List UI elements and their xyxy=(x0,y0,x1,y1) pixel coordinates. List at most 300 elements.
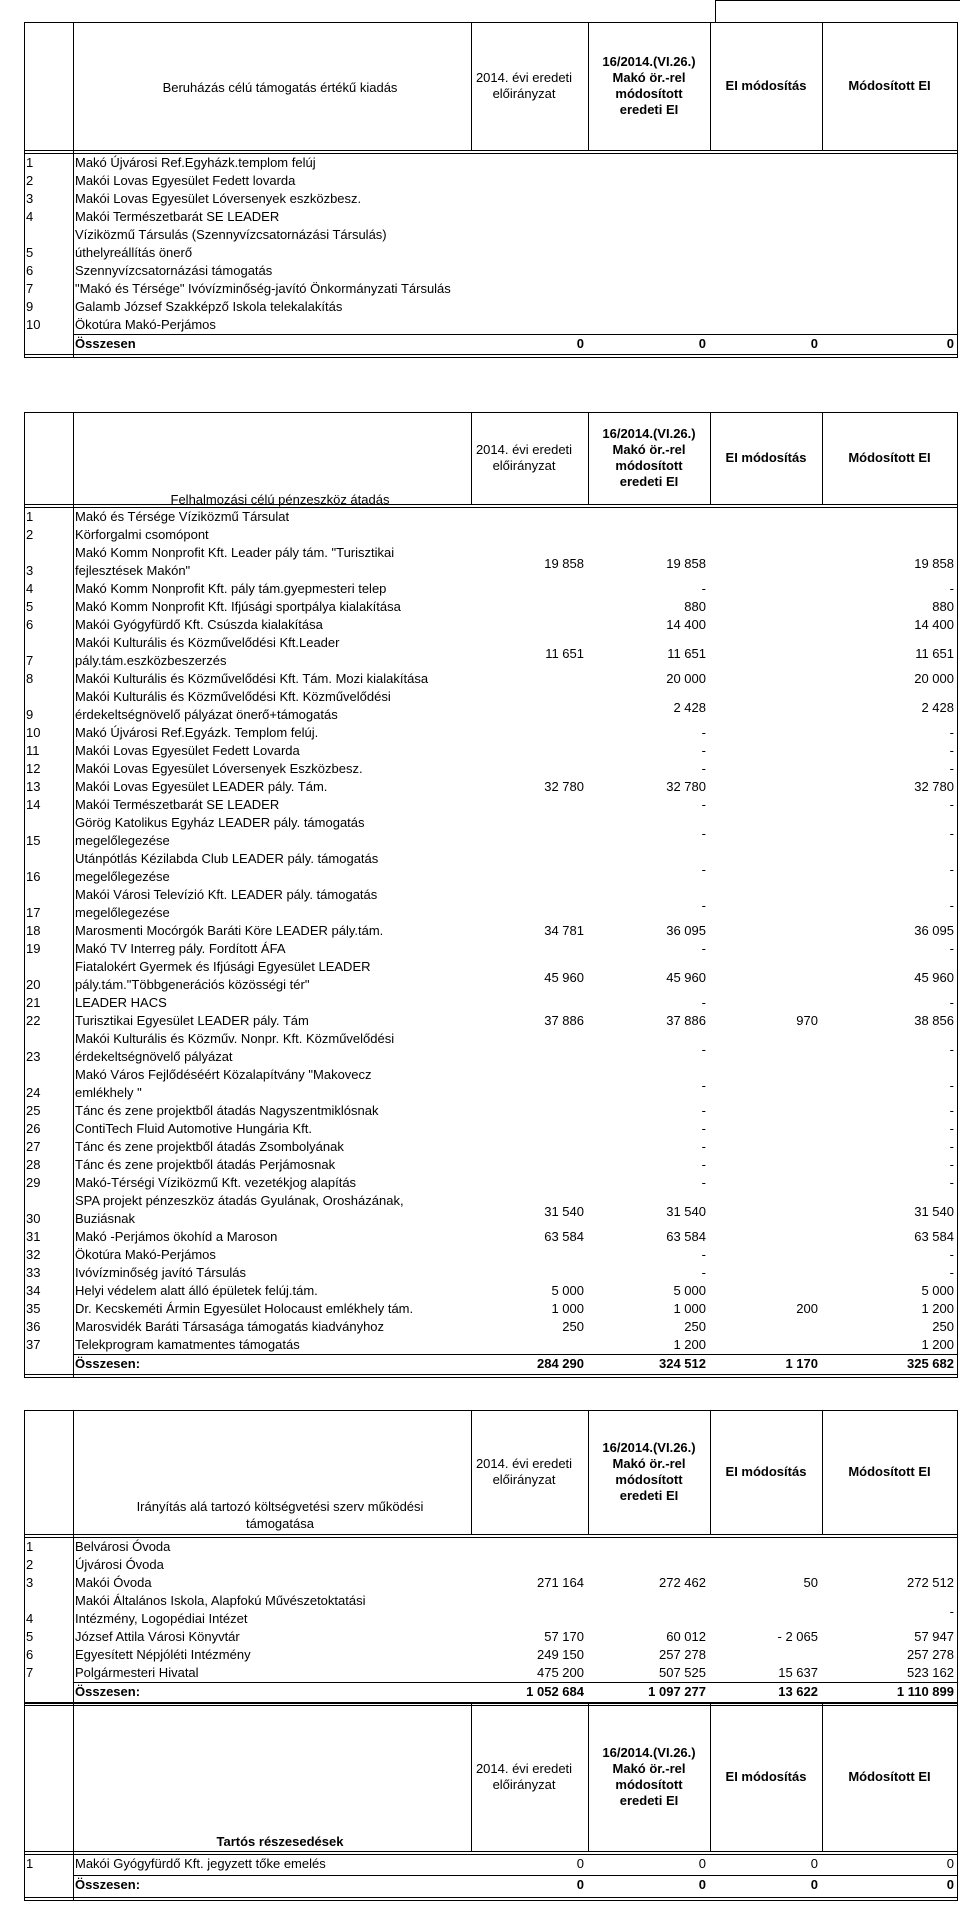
row-name: Makó Újvárosi Ref.Egyházk.templom felúj xyxy=(75,155,316,170)
row-name: Makói Gyógyfürdő Kft. Csúszda kialakítása xyxy=(75,617,323,632)
row-name-cont: megelőlegezése xyxy=(75,905,170,920)
total-label: Összesen: xyxy=(75,1684,141,1699)
row-number: 33 xyxy=(26,1265,41,1280)
header-budget-modification: EI módosítás xyxy=(725,450,807,465)
row-name: Utánpótlás Kézilabda Club LEADER pály. támogatás xyxy=(75,851,379,866)
row-value-2: - xyxy=(701,1042,706,1057)
row-value-2: - xyxy=(701,995,706,1010)
header-modified-budget: Módosított EI xyxy=(848,1769,931,1784)
section-title: Felhalmozási célú pénzeszköz átadás xyxy=(170,492,390,507)
col-line xyxy=(822,1703,823,1851)
col-line xyxy=(471,22,472,150)
row-number: 37 xyxy=(26,1337,41,1352)
row-name: Víziközmű Társulás (Szennyvízcsatornázási Társulás) xyxy=(75,227,387,242)
header-modified-original-1: 16/2014.(VI.26.) xyxy=(602,54,696,69)
header-modified-original-1: 16/2014.(VI.26.) xyxy=(602,426,696,441)
row-name-cont: megelőlegezése xyxy=(75,869,170,884)
row-number: 21 xyxy=(26,995,41,1010)
row-value-4: 63 584 xyxy=(914,1229,954,1244)
header-bottom-border xyxy=(24,1851,957,1852)
col-line xyxy=(957,412,958,1378)
row-value-4: 36 095 xyxy=(914,923,954,938)
total-value-4: 0 xyxy=(946,1877,954,1892)
row-value-2: 60 012 xyxy=(666,1629,706,1644)
row-name: Egyesített Népjóléti Intézmény xyxy=(75,1647,251,1662)
total-label: Összesen: xyxy=(75,1356,141,1371)
row-value-1: 250 xyxy=(562,1319,584,1334)
row-value-2: - xyxy=(701,941,706,956)
row-name: Polgármesteri Hivatal xyxy=(75,1665,199,1680)
row-value-2: 31 540 xyxy=(666,1204,706,1219)
row-value-1: 31 540 xyxy=(544,1204,584,1219)
header-modified-original-4: eredeti EI xyxy=(619,1488,679,1503)
row-value-1: 19 858 xyxy=(544,556,584,571)
row-number: 23 xyxy=(26,1049,41,1064)
col-line xyxy=(588,22,589,150)
col-line xyxy=(24,1410,25,1706)
row-number: 10 xyxy=(26,317,41,332)
row-number: 6 xyxy=(26,1647,34,1662)
section-bottom-border-double xyxy=(24,1705,957,1706)
total-value-3: 13 622 xyxy=(778,1684,818,1699)
row-number: 16 xyxy=(26,869,41,884)
row-value-2: 5 000 xyxy=(673,1283,706,1298)
row-value-2: 11 651 xyxy=(667,646,706,661)
col-line xyxy=(73,22,74,358)
col-line xyxy=(822,22,823,150)
section-top-border xyxy=(24,1703,957,1704)
header-budget-modification: EI módosítás xyxy=(725,1769,807,1784)
row-value-4: 250 xyxy=(932,1319,954,1334)
row-number: 30 xyxy=(26,1211,41,1226)
header-modified-original-3: módosított xyxy=(615,86,683,101)
row-value-4: 0 xyxy=(946,1856,954,1871)
row-name: Ivóvízminőség javító Társulás xyxy=(75,1265,246,1280)
col-line xyxy=(710,1703,711,1851)
row-value-4: 19 858 xyxy=(914,556,954,571)
total-value-4: 325 682 xyxy=(907,1356,954,1371)
row-number: 1 xyxy=(26,509,34,524)
col-line xyxy=(710,412,711,504)
header-modified-original-2: Makó ör.-rel xyxy=(612,1456,686,1471)
section-top-border xyxy=(24,1410,957,1411)
row-value-1: 57 170 xyxy=(544,1629,584,1644)
section-bottom-border-double xyxy=(24,1377,957,1378)
row-value-4: - xyxy=(949,862,954,877)
total-value-2: 1 097 277 xyxy=(648,1684,706,1699)
row-number: 7 xyxy=(26,1665,34,1680)
row-value-1: 45 960 xyxy=(544,970,584,985)
row-number: 5 xyxy=(26,599,34,614)
total-value-3: 0 xyxy=(810,1877,818,1892)
row-number: 13 xyxy=(26,779,41,794)
row-name: Makói Lovas Egyesület LEADER pály. Tám. xyxy=(75,779,328,794)
row-name: ContiTech Fluid Automotive Hungária Kft. xyxy=(75,1121,313,1136)
row-value-2: - xyxy=(701,725,706,740)
row-value-2: 37 886 xyxy=(666,1013,706,1028)
col-line xyxy=(588,412,589,504)
header-modified-original-2: Makó ör.-rel xyxy=(612,442,686,457)
header-original-budget: 2014. évi eredeti előirányzat xyxy=(475,70,573,101)
header-modified-original-4: eredeti EI xyxy=(619,474,679,489)
row-value-2: 272 462 xyxy=(659,1575,706,1590)
row-value-2: 45 960 xyxy=(666,970,706,985)
row-number: 2 xyxy=(26,1557,34,1572)
row-value-4: 1 200 xyxy=(921,1337,954,1352)
total-value-1: 284 290 xyxy=(537,1356,584,1371)
row-value-2: 36 095 xyxy=(666,923,706,938)
row-name-cont: pály.tám."Többgenerációs közösségi tér" xyxy=(75,977,310,992)
row-value-2: - xyxy=(701,797,706,812)
row-name: Marosmenti Mocórgók Baráti Köre LEADER pály.tám. xyxy=(75,923,384,938)
header-budget-modification: EI módosítás xyxy=(725,1464,807,1479)
row-number: 7 xyxy=(26,281,34,296)
row-number: 34 xyxy=(26,1283,41,1298)
col-line xyxy=(471,1703,472,1851)
row-value-2: - xyxy=(701,1157,706,1172)
row-value-1: 11 651 xyxy=(545,646,584,661)
total-value-1: 0 xyxy=(576,336,584,351)
row-value-4: - xyxy=(949,898,954,913)
section-title: Tartós részesedések xyxy=(216,1834,344,1849)
row-name-cont: Intézmény, Logopédiai Intézet xyxy=(75,1611,248,1626)
row-value-4: 31 540 xyxy=(914,1204,954,1219)
total-top-border xyxy=(73,334,957,335)
row-number: 10 xyxy=(26,725,41,740)
row-value-2: 0 xyxy=(698,1856,706,1871)
col-line xyxy=(822,412,823,504)
row-number: 18 xyxy=(26,923,41,938)
row-number: 31 xyxy=(26,1229,41,1244)
row-value-4: 1 200 xyxy=(921,1301,954,1316)
row-number: 3 xyxy=(26,563,34,578)
row-name: Tánc és zene projektből átadás Zsombolyának xyxy=(75,1139,344,1154)
row-name: Makói Kulturális és Közművelődési Kft. Közművelődési xyxy=(75,689,391,704)
row-value-4: - xyxy=(949,1121,954,1136)
section-title: Beruházás célú támogatás értékű kiadás xyxy=(162,80,398,95)
total-value-4: 1 110 899 xyxy=(896,1684,954,1699)
row-name: Makó Komm Nonprofit Kft. Ifjúsági sportpálya kialakítása xyxy=(75,599,401,614)
header-modified-original-3: módosított xyxy=(615,458,683,473)
row-value-4: 257 278 xyxy=(907,1647,954,1662)
row-name: Ökotúra Makó-Perjámos xyxy=(75,1247,216,1262)
section-title: Irányítás alá tartozó költségvetési szerv működési xyxy=(136,1499,424,1514)
col-line xyxy=(822,1410,823,1534)
row-value-3: 0 xyxy=(810,1856,818,1871)
row-number: 8 xyxy=(26,671,34,686)
row-name: Szennyvízcsatornázási támogatás xyxy=(75,263,273,278)
header-original-budget: 2014. évi eredeti előirányzat xyxy=(475,1456,573,1487)
total-top-border xyxy=(73,1354,957,1355)
row-value-4: 57 947 xyxy=(914,1629,954,1644)
row-name: Makó és Térsége Víziközmű Társulat xyxy=(75,509,290,524)
row-name: LEADER HACS xyxy=(75,995,167,1010)
row-number: 17 xyxy=(26,905,41,920)
row-number: 4 xyxy=(26,1611,34,1626)
row-value-4: - xyxy=(949,797,954,812)
row-name: Ökotúra Makó-Perjámos xyxy=(75,317,216,332)
section-bottom-border-double xyxy=(24,357,957,358)
row-value-4: - xyxy=(949,1175,954,1190)
row-name: Makói Kulturális és Közművelődési Kft.Leader xyxy=(75,635,340,650)
row-name-cont: úthelyreállítás önerő xyxy=(75,245,193,260)
row-number: 6 xyxy=(26,263,34,278)
col-line xyxy=(957,22,958,358)
header-modified-budget: Módosított EI xyxy=(848,1464,931,1479)
col-line xyxy=(24,22,25,358)
row-value-2: - xyxy=(701,862,706,877)
col-line xyxy=(471,412,472,504)
row-number: 5 xyxy=(26,1629,34,1644)
row-value-4: - xyxy=(949,743,954,758)
row-number: 32 xyxy=(26,1247,41,1262)
total-value-1: 0 xyxy=(576,1877,584,1892)
row-number: 20 xyxy=(26,977,41,992)
row-name: Makói Természetbarát SE LEADER xyxy=(75,209,280,224)
row-name-cont: fejlesztések Makón" xyxy=(75,563,191,578)
row-value-1: 5 000 xyxy=(551,1283,584,1298)
header-modified-original-1: 16/2014.(VI.26.) xyxy=(602,1745,696,1760)
row-number: 6 xyxy=(26,617,34,632)
row-name: Belvárosi Óvoda xyxy=(75,1539,171,1554)
row-value-4: 32 780 xyxy=(914,779,954,794)
total-label: Összesen xyxy=(75,336,136,351)
row-value-3: - 2 065 xyxy=(777,1629,818,1644)
row-value-2: - xyxy=(701,1078,706,1093)
row-name: Makó Újvárosi Ref.Egyázk. Templom felúj. xyxy=(75,725,319,740)
header-bottom-border-double xyxy=(24,1537,957,1538)
row-number: 22 xyxy=(26,1013,41,1028)
row-name: Makó-Térségi Víziközmű Kft. vezetékjog alapítás xyxy=(75,1175,357,1190)
total-value-2: 324 512 xyxy=(659,1356,706,1371)
row-value-2: - xyxy=(701,898,706,913)
row-number: 1 xyxy=(26,1856,34,1871)
row-value-2: - xyxy=(701,1247,706,1262)
col-line xyxy=(588,1703,589,1851)
row-value-4: - xyxy=(949,995,954,1010)
row-value-2: 32 780 xyxy=(666,779,706,794)
row-value-3: 15 637 xyxy=(778,1665,818,1680)
row-number: 4 xyxy=(26,209,34,224)
row-name: Makói Óvoda xyxy=(75,1575,152,1590)
row-number: 11 xyxy=(26,743,40,758)
row-value-4: 523 162 xyxy=(907,1665,954,1680)
row-name: Galamb József Szakképző Iskola telekalakítás xyxy=(75,299,343,314)
row-value-4: 45 960 xyxy=(914,970,954,985)
row-value-3: 50 xyxy=(803,1575,818,1590)
row-value-4: 38 856 xyxy=(914,1013,954,1028)
row-value-4: - xyxy=(949,1265,954,1280)
col-line xyxy=(73,412,74,1378)
row-value-2: 19 858 xyxy=(666,556,706,571)
row-value-4: - xyxy=(949,1157,954,1172)
row-value-1: 34 781 xyxy=(544,923,584,938)
row-value-4: - xyxy=(949,826,954,841)
row-name: Makói Természetbarát SE LEADER xyxy=(75,797,280,812)
total-top-border xyxy=(73,1875,957,1876)
row-value-2: - xyxy=(701,1103,706,1118)
row-value-1: 475 200 xyxy=(537,1665,584,1680)
total-label: Összesen: xyxy=(75,1877,141,1892)
row-value-4: - xyxy=(949,1247,954,1262)
header-original-budget: 2014. évi eredeti előirányzat xyxy=(475,1761,573,1792)
row-value-3: 200 xyxy=(796,1301,818,1316)
row-value-4: 272 512 xyxy=(907,1575,954,1590)
row-name: Makói Lovas Egyesület Fedett lovarda xyxy=(75,173,296,188)
row-number: 2 xyxy=(26,173,34,188)
row-value-1: 0 xyxy=(576,1856,584,1871)
row-number: 29 xyxy=(26,1175,41,1190)
row-name: Makó Város Fejlődéséért Közalapítvány "Makovecz xyxy=(75,1067,372,1082)
col-line xyxy=(710,1410,711,1534)
header-bottom-border-double xyxy=(24,1854,957,1855)
row-value-2: 2 428 xyxy=(673,700,706,715)
row-value-2: 1 200 xyxy=(673,1337,706,1352)
row-number: 15 xyxy=(26,833,41,848)
row-name-cont: emlékhely " xyxy=(75,1085,142,1100)
row-name-cont: megelőlegezése xyxy=(75,833,170,848)
section-top-border xyxy=(24,412,957,413)
total-value-3: 1 170 xyxy=(785,1356,818,1371)
row-name: Tánc és zene projektből átadás Nagyszentmiklósnak xyxy=(75,1103,379,1118)
top-right-col xyxy=(715,0,716,22)
row-value-1: 37 886 xyxy=(544,1013,584,1028)
header-modified-original-4: eredeti EI xyxy=(619,102,679,117)
header-modified-original-3: módosított xyxy=(615,1472,683,1487)
col-line xyxy=(73,1703,74,1901)
row-number: 9 xyxy=(26,707,34,722)
row-name: Makói Városi Televízió Kft. LEADER pály. támogatás xyxy=(75,887,378,902)
row-value-4: 2 428 xyxy=(921,700,954,715)
header-bottom-border xyxy=(24,1534,957,1535)
header-modified-original-1: 16/2014.(VI.26.) xyxy=(602,1440,696,1455)
row-value-4: 5 000 xyxy=(921,1283,954,1298)
row-name: Makói Lovas Egyesület Fedett Lovarda xyxy=(75,743,300,758)
row-number: 26 xyxy=(26,1121,41,1136)
col-line xyxy=(471,1410,472,1534)
header-bottom-border-double xyxy=(24,507,957,508)
row-value-4: 11 651 xyxy=(915,646,954,661)
row-name: Turisztikai Egyesület LEADER pály. Tám xyxy=(75,1013,309,1028)
col-line xyxy=(73,1410,74,1706)
header-modified-original-4: eredeti EI xyxy=(619,1793,679,1808)
row-number: 1 xyxy=(26,155,34,170)
row-name-cont: érdekeltségnövelő pályázat xyxy=(75,1049,233,1064)
row-number: 28 xyxy=(26,1157,41,1172)
row-name-cont: érdekeltségnövelő pályázat önerő+támogatás xyxy=(75,707,338,722)
row-value-4: - xyxy=(949,1139,954,1154)
row-value-2: - xyxy=(701,743,706,758)
row-name: József Attila Városi Könyvtár xyxy=(75,1629,240,1644)
row-number: 25 xyxy=(26,1103,41,1118)
header-modified-original-2: Makó ör.-rel xyxy=(612,70,686,85)
row-name: Újvárosi Óvoda xyxy=(75,1557,164,1572)
row-number: 24 xyxy=(26,1085,41,1100)
header-modified-original-3: módosított xyxy=(615,1777,683,1792)
row-name: SPA projekt pénzeszköz átadás Gyulának, Orosházának, xyxy=(75,1193,404,1208)
row-value-4: - xyxy=(949,725,954,740)
total-value-4: 0 xyxy=(946,336,954,351)
row-name: Görög Katolikus Egyház LEADER pály. támogatás xyxy=(75,815,365,830)
row-value-2: - xyxy=(701,826,706,841)
section-bottom-border xyxy=(24,1374,957,1375)
col-line xyxy=(24,412,25,1378)
total-value-1: 1 052 684 xyxy=(526,1684,584,1699)
row-name: Makói Lovas Egyesület Lóversenyek Eszközbesz. xyxy=(75,761,363,776)
row-value-1: 63 584 xyxy=(544,1229,584,1244)
row-value-2: - xyxy=(701,1175,706,1190)
row-value-3: 970 xyxy=(796,1013,818,1028)
row-value-2: 63 584 xyxy=(666,1229,706,1244)
header-modified-budget: Módosított EI xyxy=(848,78,931,93)
row-name: Makói Általános Iskola, Alapfokú Művészetoktatási xyxy=(75,1593,366,1608)
header-budget-modification: EI módosítás xyxy=(725,78,807,93)
row-value-4: - xyxy=(949,1078,954,1093)
section-bottom-border xyxy=(24,354,957,355)
row-name: Tánc és zene projektből átadás Perjámosnak xyxy=(75,1157,336,1172)
total-value-2: 0 xyxy=(698,336,706,351)
row-number: 35 xyxy=(26,1301,41,1316)
total-value-3: 0 xyxy=(810,336,818,351)
row-name: Makó Komm Nonprofit Kft. pály tám.gyepmesteri telep xyxy=(75,581,387,596)
header-modified-original-2: Makó ör.-rel xyxy=(612,1761,686,1776)
row-value-2: 257 278 xyxy=(659,1647,706,1662)
header-bottom-border xyxy=(24,150,957,151)
row-number: 7 xyxy=(26,653,34,668)
row-number: 9 xyxy=(26,299,34,314)
row-value-2: 250 xyxy=(684,1319,706,1334)
row-number: 4 xyxy=(26,581,34,596)
row-number: 14 xyxy=(26,797,41,812)
top-right-border xyxy=(715,0,960,1)
section-title-cont: támogatása xyxy=(246,1516,314,1531)
row-name: Makói Kulturális és Közművelődési Kft. Tám. Mozi kialakítása xyxy=(75,671,429,686)
row-value-1: 32 780 xyxy=(544,779,584,794)
row-value-2: - xyxy=(701,1121,706,1136)
total-top-border xyxy=(73,1682,957,1683)
row-name: Makói Gyógyfürdő Kft. jegyzett tőke emelés xyxy=(75,1856,326,1871)
col-line xyxy=(588,1410,589,1534)
row-value-1: 271 164 xyxy=(537,1575,584,1590)
row-value-4: 14 400 xyxy=(914,617,954,632)
row-value-2: - xyxy=(701,761,706,776)
col-line xyxy=(957,1703,958,1901)
col-line xyxy=(957,1410,958,1706)
row-number: 36 xyxy=(26,1319,41,1334)
col-line xyxy=(710,22,711,150)
row-value-2: - xyxy=(701,1265,706,1280)
section-bottom-border-double xyxy=(24,1900,957,1901)
row-value-2: 14 400 xyxy=(666,617,706,632)
row-name: Makó Komm Nonprofit Kft. Leader pály tám. "Turisztikai xyxy=(75,545,395,560)
row-value-2: - xyxy=(701,1139,706,1154)
row-name: Marosvidék Baráti Társasága támogatás kiadványhoz xyxy=(75,1319,385,1334)
row-value-2: 1 000 xyxy=(673,1301,706,1316)
header-bottom-border-double xyxy=(24,153,957,154)
row-value-2: - xyxy=(701,581,706,596)
section-top-border xyxy=(24,22,957,23)
row-number: 27 xyxy=(26,1139,41,1154)
row-number: 3 xyxy=(26,1575,34,1590)
header-modified-budget: Módosított EI xyxy=(848,450,931,465)
row-name: Körforgalmi csomópont xyxy=(75,527,209,542)
row-name: Makói Kulturális és Közműv. Nonpr. Kft. Közművelődési xyxy=(75,1031,395,1046)
row-number: 19 xyxy=(26,941,41,956)
row-name-cont: pály.tám.eszközbeszerzés xyxy=(75,653,227,668)
row-number: 5 xyxy=(26,245,34,260)
header-original-budget: 2014. évi eredeti előirányzat xyxy=(475,442,573,473)
row-number: 1 xyxy=(26,1539,34,1554)
